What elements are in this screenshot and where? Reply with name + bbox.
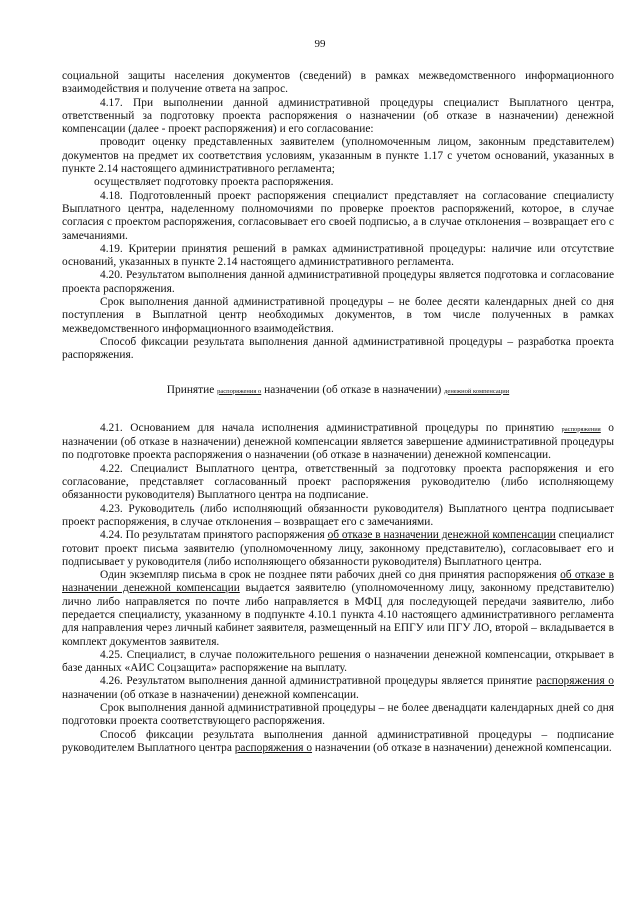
paragraph-4-18: 4.18. Подготовленный проект распоряжения специалист представляет на согласование специалисту Выплатного центра, наделенному полномочиями по проверке проектов распоряжений, которое, в случае согласия с проектом распоряжения, согласовывает его своей подписью, а в случае отклонения – возвращает его с замечаниями. [62, 189, 614, 242]
paragraph-4-22: 4.22. Специалист Выплатного центра, ответственный за подготовку проекта распоряжения и его согласование, представляет согласованный проект распоряжения руководителю (либо исполняющему обязанности руководителя) Выплатного центра на подписание. [62, 462, 614, 502]
section-heading: Принятие распоряжения о назначении (об отказе в назначении) денежной компенсации [166, 383, 510, 396]
paragraph: проводит оценку представленных заявителем (уполномоченным лицом, законным представителем) документов на предмет их соответствия условиям, указанным в пункте 1.17 с учетом оснований, указанных в пункте 2.14 настоящего административного регламента; [62, 136, 614, 176]
document-body [62, 70, 614, 755]
paragraph-4-19: 4.19. Критерии принятия решений в рамках административной процедуры: наличие или отсутствие оснований, указанных в пункте 2.14 настоящего административного регламента. [62, 242, 614, 269]
paragraph: Способ фиксации результата выполнения данной административной процедуры – подписание руководителем Выплатного центра распоряжения о назначении (об отказе в назначении) денежной компенсации. [62, 728, 614, 754]
paragraph: Один экземпляр письма в срок не позднее пяти рабочих дней со дня принятия распоряжения об отказе в назначении денежной компенсации выдается заявителю (уполномоченному лицу, законному представителю) лично либо направляется по почте либо направляется в МФЦ для последующей передачи заявителю, либо передается специалисту, указанному в подпункте 4.10.1 пункта 4.10 настоящего административного регламента для направления через личный кабинет заявителя, размещенный на ЕПГУ или ПГУ ЛО, второй – вкладывается в комплект документов заявителя. [62, 569, 614, 648]
paragraph: социальной защиты населения документов (сведений) в рамках межведомственного информационного взаимодействия и получение ответа на запрос. [62, 70, 614, 96]
paragraph: Срок выполнения данной административной процедуры – не более двенадцати календарных дней со дня подготовки проекта соответствующего распоряжения. [62, 702, 614, 728]
paragraph-4-25: 4.25. Специалист, в случае положительного решения о назначении денежной компенсации, открывает в базе данных «АИС Соцзащита» распоряжение на выплату. [62, 648, 614, 675]
paragraph-4-24: 4.24. По результатам принятого распоряжения об отказе в назначении денежной компенсации специалист готовит проект письма заявителю (уполномоченному лицу, законному представителю), согласовывает его и подписывает у руководителя (либо исполняющего обязанности руководителя) Выплатного центра. [62, 529, 614, 568]
paragraph-4-20: 4.20. Результатом выполнения данной административной процедуры является подготовка и согласование проекта распоряжения. [62, 269, 614, 295]
paragraph: Срок выполнения данной административной процедуры – не более десяти календарных дней со дня поступления в Выплатной центр необходимых документов, в том числе полученных в рамках межведомственного информационного взаимодействия. [62, 296, 614, 335]
paragraph: Способ фиксации результата выполнения данной административной процедуры – разработка проекта распоряжения. [62, 335, 614, 362]
paragraph-4-23: 4.23. Руководитель (либо исполняющий обязанности руководителя) Выплатного центра подписывает проект распоряжения, в случае отклонения – возвращает его с замечаниями. [62, 502, 614, 528]
paragraph: осуществляет подготовку проекта распоряжения. [94, 176, 334, 189]
paragraph-4-21: 4.21. Основанием для начала исполнения административной процедуры по принятию распоряжения о назначении (об отказе в назначении) денежной компенсации является завершение административной процедуры по подготовке проекта распоряжения о назначении (об отказе в назначении) денежной компенсации. [62, 421, 614, 462]
paragraph-4-26: 4.26. Результатом выполнения данной административной процедуры является принятие распоряжения о назначении (об отказе в назначении) денежной компенсации. [62, 675, 614, 701]
paragraph-4-17: 4.17. При выполнении данной административной процедуры специалист Выплатного центра, ответственный за подготовку проекта распоряжения о назначении (об отказе в назначении) денежной компенсации (далее - проект распоряжения) и его согласование: [62, 96, 614, 136]
page-number: 99 [314, 38, 326, 50]
